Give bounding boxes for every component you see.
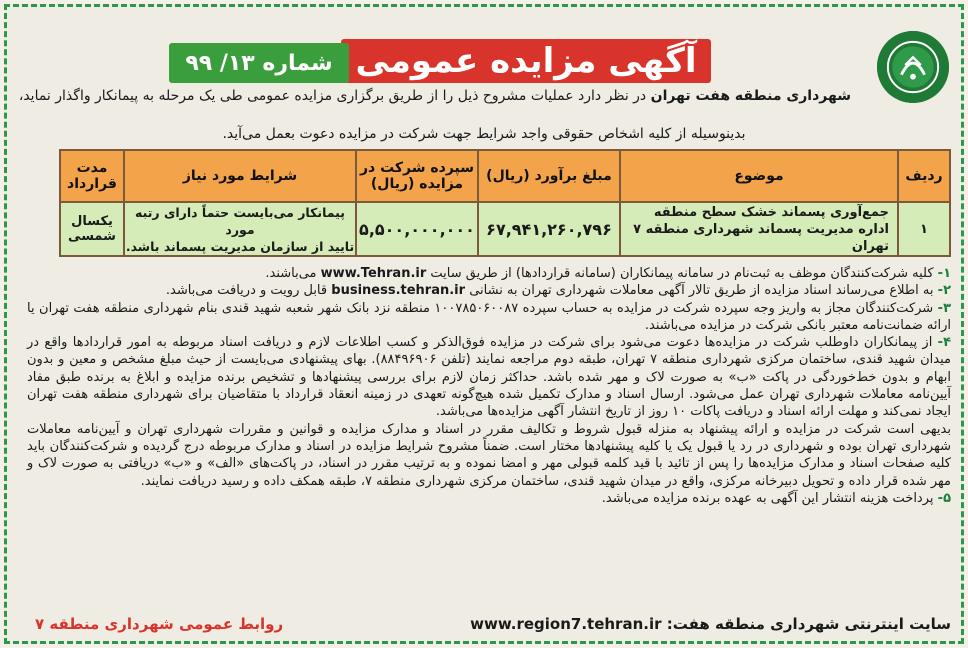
item-2 [27,282,951,299]
col-header-estimate: مبلغ برآورد (ریال) [478,150,620,202]
footer-website [470,615,951,633]
note-paragraph [27,421,951,490]
item-5 [27,490,951,507]
intro-line-1 [17,87,951,105]
notice-frame [4,4,964,644]
notice-body [27,265,951,507]
col-header-index: ردیف [898,150,950,202]
item-2-number: ۲- [937,283,951,299]
footer-site-label: سایت اینترنتی شهرداری منطقه هفت: [666,615,951,633]
item-4 [27,334,951,420]
intro-line-2: بدینوسیله از کلیه اشخاص حقوقی واجد شرایط جهت شرکت در مزایده دعوت بعمل می‌آید. [222,126,746,142]
item-5-text: پرداخت هزینه انتشار این آگهی به عهده برنده مزایده می‌باشد. [601,490,934,506]
region7-site-link[interactable]: www.region7.tehran.ir [470,615,662,633]
intro-text: در نظر دارد عملیات مشروح ذیل را از طریق برگزاری مزایده عمومی طی یک مرحله به پیمانکار واگذار نماید، [18,88,647,104]
item-1 [27,265,951,282]
table-header-row [60,150,950,202]
item-4-text: از پیمانکاران داوطلب شرکت در مزایده‌ها دعوت می‌شود برای شرکت در مزایده فوق‌الذکر و کسب اطلاعات لازم و دریافت اسناد مربوطه به امور قراردادها واقع در میدان شهید قندی، ساختمان مرکزی شهرداری منطقه ۷ تهران، طبقه دوم مراجعه نمایند (تلفن ۸۸۴۹۶۹۰۶). بهای پیشنهادی می‌بایست از حیث مبلغ مشخص و معین و بدون ابهام و بدون خط‌خوردگی در پاکت «ب» به صورت لاک و مهر شده باشد. حداکثر زمان لازم برای بررسی پیشنهادها و تشخیص برنده مزایده و ابلاغ به برنده طبق مفاد آیین‌نامه معاملات شهرداری تهران عمل می‌شود. ارسال اسناد و مدارک تکمیل شده هیچ‌گونه تعهدی در زمینه انعقاد قرارداد با متقاضیان برای شهرداری منطقه هفت تهران ایجاد نمی‌کند و مهلت ارائه اسناد و دریافت پاکات ۱۰ روز از تاریخ انتشار آگهی مزایده‌ها می‌باشد. [27,335,951,420]
subject-line-2: اداره مدیریت پسماند شهرداری منطقه ۷ تهران [633,221,889,254]
business-site-link[interactable]: business.tehran.ir [331,283,466,299]
col-header-subject: موضوع [620,150,898,202]
item-3-number: ۳- [937,300,952,316]
item-1-text: کلیه شرکت‌کنندگان موظف به ثبت‌نام در سامانه پیمانکاران (سامانه قراردادها) از طریق سایت [430,266,934,281]
item-3-text: شرکت‌کنندگان مجاز به واریز وجه سپرده شرکت در مزایده به حساب سپرده ۱۰۰۷۸۵۰۶۰۰۸۷ منطقه نزد بانک شهر شعبه شهید قندی بنام شهرداری منطقه هفت تهران یا ارائه ضمانت‌نامه معتبر بانکی شرکت در مزایده می‌باشند. [27,300,951,333]
cell-duration: یکسال شمسی [60,202,124,256]
item-1-end: می‌باشند. [265,266,317,281]
item-4-number: ۴- [937,335,951,351]
footer-public-relations: روابط عمومی شهرداری منطقه ۷ [35,615,284,633]
item-5-number: ۵- [937,490,951,506]
col-header-conditions: شرایط مورد نیاز [124,150,356,202]
condition-line-1: پیمانکار می‌بایست حتماً دارای رتبه مورد [135,204,345,237]
cell-subject [620,202,898,256]
cell-estimate: ۶۷,۹۴۱,۲۶۰,۷۹۶ [478,202,620,256]
col-header-deposit: سپرده شرکت در مزایده (ریال) [356,150,478,202]
condition-line-2: تایید از سازمان مدیریت پسماند باشد. [125,238,355,254]
tehran-site-link[interactable]: www.Tehran.ir [320,266,427,281]
subject-line-1: جمع‌آوری پسماند خشک سطح منطقه [653,204,889,220]
notice-content [17,17,951,631]
table-row [60,202,950,256]
notice-number: شماره ۱۳/ ۹۹ [169,43,349,83]
cell-deposit: ۵,۵۰۰,۰۰۰,۰۰۰ [356,202,478,256]
item-2-end: قابل رویت و دریافت می‌باشد. [165,283,328,299]
cell-index: ۱ [898,202,950,256]
org-name: شهرداری منطقه هفت تهران [650,88,851,104]
col-header-duration: مدت قرارداد [60,150,124,202]
auction-table [59,149,951,257]
cell-conditions [124,202,356,256]
item-3 [27,300,951,335]
note-text: بدیهی است شرکت در مزایده و ارائه پیشنهاد به منزله قبول شروط و تکالیف مقرر در اسناد و مدارک مزایده و قوانین و مقررات شهرداری تهران و آیین‌نامه معاملات شهرداری تهران بوده و شهرداری در رد یا قبول یک یا کلیه پیشنهادها مختار است. ضمناً مشروح شرایط مزایده در اسناد و مدارک مربوطه درج گردیده و شرکت‌کنندگان باید کلیه صفحات اسناد و مدارک مزایده‌ها را پس از تائید با قید کلمه قبولی مهر و امضا نموده و به ترتیب مقرر در اسناد، در پاکت‌های «الف» و «ب» دریافتی به صورت لاک و مهر شده قرار داده و تحویل دبیرخانه مرکزی، واقع در میدان شهید قندی، ساختمان مرکزی شهرداری منطقه ۷، طبقه همکف داده و رسید دریافت نمایند. [27,421,951,489]
notice-title: آگهی مزایده عمومی [341,39,711,83]
item-1-number: ۱- [937,266,951,281]
item-2-text: به اطلاع می‌رساند اسناد مزایده از طریق تالار آگهی معاملات شهرداری تهران به نشانی [469,283,934,299]
